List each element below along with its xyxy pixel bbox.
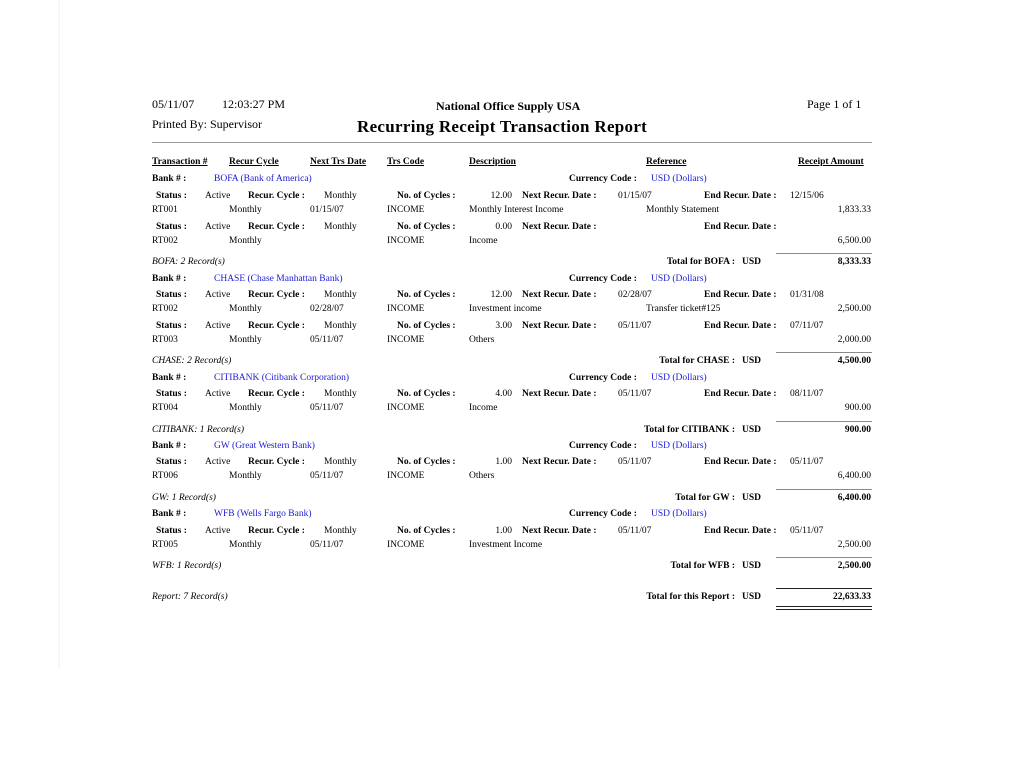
currency-value: USD (Dollars) bbox=[651, 373, 707, 383]
recur-cycle: Monthly bbox=[229, 471, 262, 481]
description: Investment Income bbox=[469, 540, 543, 550]
trs-code: INCOME bbox=[387, 335, 425, 345]
end-recur-date-label: End Recur. Date : bbox=[704, 191, 777, 201]
next-recur-date-label: Next Recur. Date : bbox=[522, 290, 597, 300]
recur-cycle: Monthly bbox=[229, 403, 262, 413]
transaction-number: RT001 bbox=[152, 205, 178, 215]
description: Others bbox=[469, 335, 495, 345]
report-total-label: Total for this Report : bbox=[646, 592, 735, 602]
recur-cycle-label: Recur. Cycle : bbox=[248, 222, 305, 232]
report-total-currency: USD bbox=[742, 592, 762, 602]
receipt-amount: 2,500.00 bbox=[837, 304, 871, 314]
bank-name: CHASE (Chase Manhattan Bank) bbox=[214, 274, 343, 284]
currency-value: USD (Dollars) bbox=[651, 441, 707, 451]
status-label: Status : bbox=[156, 222, 187, 232]
no-of-cycles-value: 0.00 bbox=[495, 222, 512, 232]
next-recur-date-value: 01/15/07 bbox=[618, 191, 652, 201]
status-label: Status : bbox=[156, 290, 187, 300]
bank-label: Bank # : bbox=[152, 441, 187, 451]
end-recur-date-value: 05/11/07 bbox=[790, 526, 824, 536]
bank-record-count: CHASE: 2 Record(s) bbox=[152, 356, 232, 366]
double-underline-top bbox=[776, 606, 872, 607]
transaction-number: RT004 bbox=[152, 403, 178, 413]
col-trs-code: Trs Code bbox=[387, 157, 425, 167]
bank-label: Bank # : bbox=[152, 174, 187, 184]
trs-code: INCOME bbox=[387, 236, 425, 246]
status-label: Status : bbox=[156, 321, 187, 331]
report-total-amount: 22,633.33 bbox=[833, 592, 871, 602]
bank-label: Bank # : bbox=[152, 373, 187, 383]
bank-total-currency: USD bbox=[742, 257, 762, 267]
next-recur-date-label: Next Recur. Date : bbox=[522, 457, 597, 467]
subtotal-rule bbox=[776, 352, 872, 353]
receipt-amount: 6,400.00 bbox=[837, 471, 871, 481]
double-underline-bottom bbox=[776, 609, 872, 610]
status-value: Active bbox=[205, 526, 231, 536]
trs-code: INCOME bbox=[387, 403, 425, 413]
receipt-amount: 2,500.00 bbox=[837, 540, 871, 550]
transaction-number: RT002 bbox=[152, 236, 178, 246]
recur-cycle: Monthly bbox=[229, 205, 262, 215]
transaction-number: RT003 bbox=[152, 335, 178, 345]
bank-name: CITIBANK (Citibank Corporation) bbox=[214, 373, 350, 383]
bank-total-amount: 8,333.33 bbox=[837, 257, 871, 267]
end-recur-date-value: 07/11/07 bbox=[790, 321, 824, 331]
end-recur-date-value: 05/11/07 bbox=[790, 457, 824, 467]
no-of-cycles-label: No. of Cycles : bbox=[397, 526, 456, 536]
no-of-cycles-label: No. of Cycles : bbox=[397, 191, 456, 201]
reference: Transfer ticket#125 bbox=[646, 304, 721, 314]
bank-total-label: Total for WFB : bbox=[670, 561, 735, 571]
currency-label: Currency Code : bbox=[569, 509, 637, 519]
company-name: National Office Supply USA bbox=[436, 99, 581, 113]
bank-total-amount: 2,500.00 bbox=[837, 561, 871, 571]
end-recur-date-label: End Recur. Date : bbox=[704, 457, 777, 467]
next-recur-date-value: 05/11/07 bbox=[618, 526, 652, 536]
next-recur-date-label: Next Recur. Date : bbox=[522, 389, 597, 399]
recur-cycle-value: Monthly bbox=[324, 191, 357, 201]
next-recur-date-label: Next Recur. Date : bbox=[522, 191, 597, 201]
bank-name: GW (Great Western Bank) bbox=[214, 441, 315, 451]
header-rule bbox=[152, 142, 872, 143]
trs-code: INCOME bbox=[387, 540, 425, 550]
subtotal-rule bbox=[776, 253, 872, 254]
currency-value: USD (Dollars) bbox=[651, 509, 707, 519]
bank-total-currency: USD bbox=[742, 425, 762, 435]
next-recur-date-value: 02/28/07 bbox=[618, 290, 652, 300]
bank-record-count: BOFA: 2 Record(s) bbox=[152, 257, 225, 267]
no-of-cycles-label: No. of Cycles : bbox=[397, 222, 456, 232]
printed-by: Printed By: Supervisor bbox=[152, 117, 262, 131]
col-reference: Reference bbox=[646, 157, 687, 167]
next-trs-date: 05/11/07 bbox=[310, 540, 344, 550]
recur-cycle-label: Recur. Cycle : bbox=[248, 321, 305, 331]
col-recur-cycle: Recur Cycle bbox=[229, 157, 279, 167]
next-recur-date-value: 05/11/07 bbox=[618, 321, 652, 331]
report-title: Recurring Receipt Transaction Report bbox=[357, 117, 648, 136]
transaction-number: RT005 bbox=[152, 540, 178, 550]
next-trs-date: 02/28/07 bbox=[310, 304, 344, 314]
trs-code: INCOME bbox=[387, 471, 425, 481]
bank-total-amount: 900.00 bbox=[844, 425, 871, 435]
next-trs-date: 05/11/07 bbox=[310, 335, 344, 345]
subtotal-rule bbox=[776, 489, 872, 490]
end-recur-date-value: 08/11/07 bbox=[790, 389, 824, 399]
next-recur-date-value: 05/11/07 bbox=[618, 389, 652, 399]
status-label: Status : bbox=[156, 389, 187, 399]
receipt-amount: 2,000.00 bbox=[837, 335, 871, 345]
recur-cycle-label: Recur. Cycle : bbox=[248, 457, 305, 467]
next-trs-date: 01/15/07 bbox=[310, 205, 344, 215]
bank-label: Bank # : bbox=[152, 509, 187, 519]
status-value: Active bbox=[205, 222, 231, 232]
status-value: Active bbox=[205, 191, 231, 201]
status-label: Status : bbox=[156, 191, 187, 201]
recur-cycle-value: Monthly bbox=[324, 526, 357, 536]
currency-label: Currency Code : bbox=[569, 373, 637, 383]
receipt-amount: 6,500.00 bbox=[837, 236, 871, 246]
no-of-cycles-value: 3.00 bbox=[495, 321, 512, 331]
status-value: Active bbox=[205, 290, 231, 300]
bank-total-label: Total for CHASE : bbox=[659, 356, 735, 366]
subtotal-rule bbox=[776, 557, 872, 558]
status-label: Status : bbox=[156, 526, 187, 536]
subtotal-rule bbox=[776, 421, 872, 422]
bank-total-amount: 4,500.00 bbox=[837, 356, 871, 366]
recur-cycle-label: Recur. Cycle : bbox=[248, 389, 305, 399]
currency-value: USD (Dollars) bbox=[651, 174, 707, 184]
status-value: Active bbox=[205, 389, 231, 399]
description: Income bbox=[469, 236, 498, 246]
col-transaction: Transaction # bbox=[152, 157, 208, 167]
description: Investment income bbox=[469, 304, 542, 314]
next-trs-date: 05/11/07 bbox=[310, 471, 344, 481]
end-recur-date-label: End Recur. Date : bbox=[704, 222, 777, 232]
end-recur-date-label: End Recur. Date : bbox=[704, 321, 777, 331]
receipt-amount: 1,833.33 bbox=[837, 205, 871, 215]
bank-total-currency: USD bbox=[742, 356, 762, 366]
bank-record-count: CITIBANK: 1 Record(s) bbox=[152, 425, 244, 435]
end-recur-date-label: End Recur. Date : bbox=[704, 526, 777, 536]
end-recur-date-label: End Recur. Date : bbox=[704, 389, 777, 399]
transaction-number: RT002 bbox=[152, 304, 178, 314]
currency-label: Currency Code : bbox=[569, 274, 637, 284]
col-receipt-amount: Receipt Amount bbox=[798, 157, 864, 167]
currency-label: Currency Code : bbox=[569, 174, 637, 184]
end-recur-date-value: 12/15/06 bbox=[790, 191, 824, 201]
bank-name: WFB (Wells Fargo Bank) bbox=[214, 509, 312, 519]
description: Others bbox=[469, 471, 495, 481]
no-of-cycles-label: No. of Cycles : bbox=[397, 457, 456, 467]
end-recur-date-label: End Recur. Date : bbox=[704, 290, 777, 300]
print-time: 12:03:27 PM bbox=[222, 97, 286, 111]
page-number: Page 1 of 1 bbox=[807, 97, 862, 111]
bank-total-currency: USD bbox=[742, 493, 762, 503]
bank-name: BOFA (Bank of America) bbox=[214, 174, 312, 184]
recur-cycle: Monthly bbox=[229, 236, 262, 246]
status-value: Active bbox=[205, 457, 231, 467]
next-recur-date-label: Next Recur. Date : bbox=[522, 222, 597, 232]
bank-total-currency: USD bbox=[742, 561, 762, 571]
recur-cycle-value: Monthly bbox=[324, 457, 357, 467]
next-recur-date-label: Next Recur. Date : bbox=[522, 526, 597, 536]
report-total-rule bbox=[776, 588, 872, 589]
end-recur-date-value: 01/31/08 bbox=[790, 290, 824, 300]
description: Income bbox=[469, 403, 498, 413]
reference: Monthly Statement bbox=[646, 205, 720, 215]
bank-total-label: Total for GW : bbox=[675, 493, 735, 503]
recur-cycle-value: Monthly bbox=[324, 290, 357, 300]
bank-total-label: Total for BOFA : bbox=[666, 257, 735, 267]
page-edge bbox=[58, 0, 60, 670]
trs-code: INCOME bbox=[387, 304, 425, 314]
no-of-cycles-value: 1.00 bbox=[495, 457, 512, 467]
recur-cycle-label: Recur. Cycle : bbox=[248, 191, 305, 201]
recur-cycle-value: Monthly bbox=[324, 222, 357, 232]
print-date: 05/11/07 bbox=[152, 97, 195, 111]
recur-cycle: Monthly bbox=[229, 335, 262, 345]
col-description: Description bbox=[469, 157, 516, 167]
next-trs-date: 05/11/07 bbox=[310, 403, 344, 413]
no-of-cycles-value: 12.00 bbox=[490, 191, 512, 201]
no-of-cycles-value: 1.00 bbox=[495, 526, 512, 536]
transaction-number: RT006 bbox=[152, 471, 178, 481]
no-of-cycles-value: 12.00 bbox=[490, 290, 512, 300]
bank-total-label: Total for CITIBANK : bbox=[643, 425, 735, 435]
recur-cycle-value: Monthly bbox=[324, 321, 357, 331]
status-value: Active bbox=[205, 321, 231, 331]
currency-value: USD (Dollars) bbox=[651, 274, 707, 284]
no-of-cycles-value: 4.00 bbox=[495, 389, 512, 399]
recur-cycle-value: Monthly bbox=[324, 389, 357, 399]
next-recur-date-value: 05/11/07 bbox=[618, 457, 652, 467]
recur-cycle-label: Recur. Cycle : bbox=[248, 290, 305, 300]
report-record-count: Report: 7 Record(s) bbox=[152, 592, 228, 602]
status-label: Status : bbox=[156, 457, 187, 467]
description: Monthly Interest Income bbox=[469, 205, 564, 215]
recur-cycle: Monthly bbox=[229, 540, 262, 550]
bank-record-count: GW: 1 Record(s) bbox=[152, 493, 216, 503]
no-of-cycles-label: No. of Cycles : bbox=[397, 321, 456, 331]
receipt-amount: 900.00 bbox=[844, 403, 871, 413]
currency-label: Currency Code : bbox=[569, 441, 637, 451]
no-of-cycles-label: No. of Cycles : bbox=[397, 389, 456, 399]
recur-cycle: Monthly bbox=[229, 304, 262, 314]
trs-code: INCOME bbox=[387, 205, 425, 215]
next-recur-date-label: Next Recur. Date : bbox=[522, 321, 597, 331]
bank-total-amount: 6,400.00 bbox=[837, 493, 871, 503]
bank-record-count: WFB: 1 Record(s) bbox=[152, 561, 222, 571]
recur-cycle-label: Recur. Cycle : bbox=[248, 526, 305, 536]
col-next-trs-date: Next Trs Date bbox=[310, 157, 367, 167]
bank-label: Bank # : bbox=[152, 274, 187, 284]
no-of-cycles-label: No. of Cycles : bbox=[397, 290, 456, 300]
